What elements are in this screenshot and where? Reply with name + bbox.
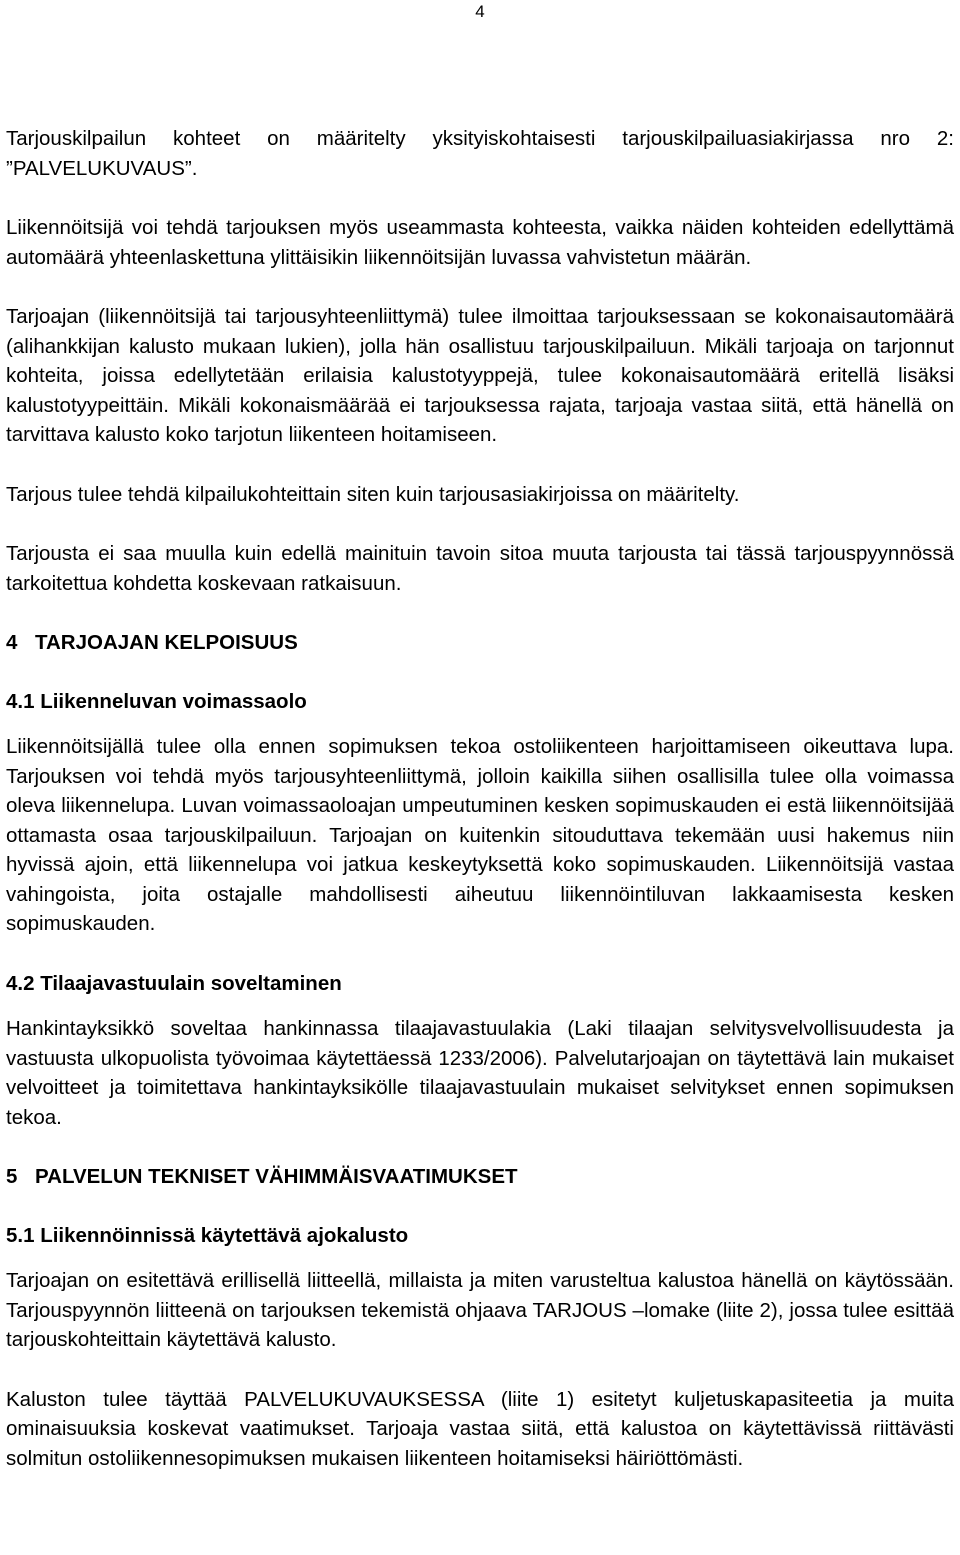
section-5-number: 5 bbox=[6, 1165, 18, 1188]
section-5-1-text-1: Tarjoajan on esitettävä erillisellä liitteellä, millaista ja miten varusteltua kalustoa hänellä on käytössään. Tarjouspyynnön liitteenä on tarjouksen tekemistä ohjaava TARJOUS –lomake (liite 2), jossa tulee esittää tarjouskohteittain käytettävä kalusto. bbox=[6, 1269, 954, 1351]
section-4-1-heading: 4.1 Liikenneluvan voimassaolo bbox=[6, 689, 307, 713]
section-4-heading bbox=[6, 628, 954, 658]
section-4-1-text: Liikennöitsijällä tulee olla ennen sopimuksen tekoa ostoliikenteen harjoittamiseen oikeuttava lupa. Tarjouksen voi tehdä myös tarjousyhteenliittymä, jolloin kaikilla siihen osallisilla tulee olla voimassa oleva liikennelupa. Luvan voimassaoloajan umpeutuminen kesken sopimuskauden ei estä liikennöitsijää ottamasta osaa tarjouskilpailuun. Tarjoajan on kuitenkin sitouduttava tekemään uusi hakemus niin hyvissä ajoin, että liikennelupa voi jatkua keskeytyksettä koko sopimuskauden. Liikennöitsijä vastaa vahingoista, joita ostajalle mahdollisesti aiheutuu liikennöintiluvan lakkaamisesta kesken sopimuskauden. bbox=[6, 735, 954, 935]
section-4-2-text: Hankintayksikkö soveltaa hankinnassa tilaajavastuulakia (Laki tilaajan selvitysvelvollisuudesta ja vastuusta ulkopuolista työvoimaa käytettäessä 1233/2006). Palvelutarjoajan on täytettävä lain mukaiset velvoitteet ja toimitettava hankintayksikölle tilaajavastuulain mukaiset selvitykset ennen sopimuksen tekoa. bbox=[6, 1017, 954, 1129]
paragraph-intro-5: Tarjousta ei saa muulla kuin edellä mainituin tavoin sitoa muuta tarjousta tai tässä tarjouspyynnössä tarkoitettua kohdetta koskevaan ratkaisuun. bbox=[6, 542, 954, 595]
section-5-1-text-2: Kaluston tulee täyttää PALVELUKUVAUKSESSA (liite 1) esitetyt kuljetuskapasiteetia ja muita ominaisuuksia koskevat vaatimukset. Tarjoaja vastaa siitä, että kalustoa on käytettävissä riittävästi solmitun ostoliikennesopimuksen mukaisen liikenteen hoitamiseksi häiriöttömästi. bbox=[6, 1387, 954, 1470]
page-number: 4 bbox=[475, 2, 485, 21]
document-body bbox=[6, 124, 954, 1473]
section-4-2-heading: 4.2 Tilaajavastuulain soveltaminen bbox=[6, 971, 342, 995]
paragraph-intro-3: Tarjoajan (liikennöitsijä tai tarjousyhteenliittymä) tulee ilmoittaa tarjouksessaan se kokonaisautomäärä (alihankkijan kalusto mukaan lukien), jolla hän osallistuu tarjouskilpailuun. Mikäli tarjoaja on tarjonnut kohteita, joissa edellytetään erilaisia kalustotyyppejä, tulee kokonaisautomäärä eritellä lisäksi kalustotyypeittäin. Mikäli kokonaismäärää ei tarjouksessa rajata, tarjoaja vastaa siitä, että hänellä on tarvittava kalusto koko tarjotun liikenteen hoitamiseen. bbox=[6, 305, 954, 446]
paragraph-intro-2: Liikennöitsijä voi tehdä tarjouksen myös useammasta kohteesta, vaikka näiden kohteiden edellyttämä automäärä yhteenlaskettuna ylittäisikin liikennöitsijän luvassa vahvistetun määrän. bbox=[6, 216, 954, 269]
paragraph-intro-4: Tarjous tulee tehdä kilpailukohteittain siten kuin tarjousasiakirjoissa on määritelty. bbox=[6, 482, 740, 506]
paragraph-intro-1: Tarjouskilpailun kohteet on määritelty yksityiskohtaisesti tarjouskilpailuasiakirjassa nro 2: ”PALVELUKUVAUS”. bbox=[6, 127, 954, 180]
section-5-heading bbox=[6, 1162, 954, 1192]
section-5-1-heading: 5.1 Liikennöinnissä käytettävä ajokalusto bbox=[6, 1223, 409, 1247]
section-4-number: 4 bbox=[6, 631, 18, 654]
section-4-title: TARJOAJAN KELPOISUUS bbox=[35, 631, 298, 654]
section-5-title: PALVELUN TEKNISET VÄHIMMÄISVAATIMUKSET bbox=[35, 1165, 518, 1188]
